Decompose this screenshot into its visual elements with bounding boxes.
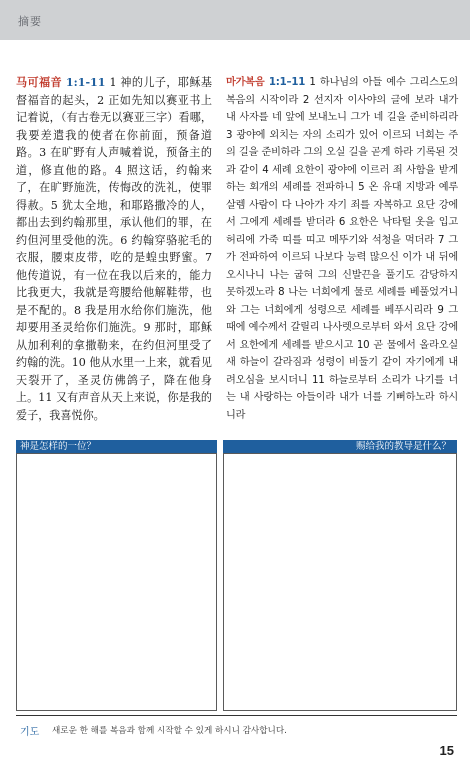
korean-paragraph: [226, 74, 458, 424]
question-bar-left: [16, 440, 217, 453]
korean-text: 1 하나님의 아들 예수 그리스도의 복음의 시작이라 2 선지자 이사야의 글에 보라 내가 내 사자를 네 앞에 보내노니 그가 네 길을 준비하리라 3 광야에 외치는 자의 소리가 있어 이르되 너희는 주의 길을 준비하라 그의 오실 길을 곧게 하라 기록된 것과 같이 4 세례 요한이 광야에 이르러 죄 사함을 받게 하는 회개의 세례를 전파하니 5 온 유대 지방과 예루살렘 사람이 다 나아가 자기 죄를 자복하고 요단 강에서 그에게 세례를 받더라 6 요한은 낙타털 옷을 입고 허리에 가죽 띠를 띠고 메뚜기와 석청을 먹더라 7 그가 전파하여 이르되 나보다 능력 많으신 이가 내 뒤에 오시나니 나는 굽혀 그의 신발끈을 풀기도 감당하지 못하겠노라 8 나는 너희에게 물로 세례를 베풀었거니와 그는 너희에게 성령으로 세례를 베푸시리라 9 그 때에 예수께서 갈릴리 나사렛으로부터 와서 요단 강에서 요한에게 세례를 받으시고 10 곧 물에서 올라오실새 하늘이 갈라짐과 성령이 비둘기 같이 자기에게 내려오심을 보시더니 11 하늘로부터 소리가 나기를 너는 내 사랑하는 아들이라 내가 너를 기뻐하노라 하시니라: [226, 77, 458, 421]
chinese-paragraph: [16, 74, 212, 424]
korean-ref-book: 마가복음: [226, 77, 265, 88]
prayer-text: 새로운 한 해를 복음과 함께 시작할 수 있게 하시니 감사합니다.: [52, 726, 287, 736]
chinese-text: 1 神的儿子，耶稣基督福音的起头，2 正如先知以赛亚书上记着说，（有古卷无以赛亚三字）看哪，我要差遣我的使者在你前面，预备道路。3 在旷野有人声喊着说，预备主的道，修直他的路。4 照这话，约翰来了，在旷野施洗，传悔改的洗礼，使罪得赦。5 犹太全地，和耶路撒冷的人，都出去到约翰那里，承认他们的罪，在约但河里受他的洗。6 约翰穿骆驼毛的衣服，腰束皮带，吃的是蝗虫野蜜。7 他传道说，有一位在我以后来的，能力比我更大，我就是弯腰给他解鞋带，也是不配的。8 我是用水给你们施洗，他却要用圣灵给你们施洗。9 那时，耶稣从加利利的拿撒勒来，在约但河里受了约翰的洗。10 他从水里一上来，就看见天裂开了，圣灵仿佛鸽子，降在他身上。11 又有声音从天上来说，你是我的爱子，我喜悦你。: [16, 76, 212, 422]
chinese-ref-verse: 1:1-11: [65, 76, 106, 89]
prayer-divider: [16, 715, 457, 716]
korean-ref-verse: 1:1–11: [268, 77, 306, 88]
header-title: 摘要: [18, 15, 42, 28]
chinese-ref-book: 马可福音: [16, 76, 62, 89]
answer-box-left[interactable]: [16, 453, 217, 711]
korean-passage: [226, 74, 458, 424]
page-number: 15: [439, 743, 454, 758]
chinese-passage: [16, 74, 212, 424]
answer-box-right[interactable]: [223, 453, 457, 711]
prayer-label: 기도: [20, 727, 40, 738]
page-header: [0, 0, 470, 40]
question-right-label: 赐给我的教导是什么？: [355, 441, 451, 452]
question-left-label: 神是怎样的一位？: [20, 441, 97, 452]
question-bar-right: [223, 440, 457, 453]
